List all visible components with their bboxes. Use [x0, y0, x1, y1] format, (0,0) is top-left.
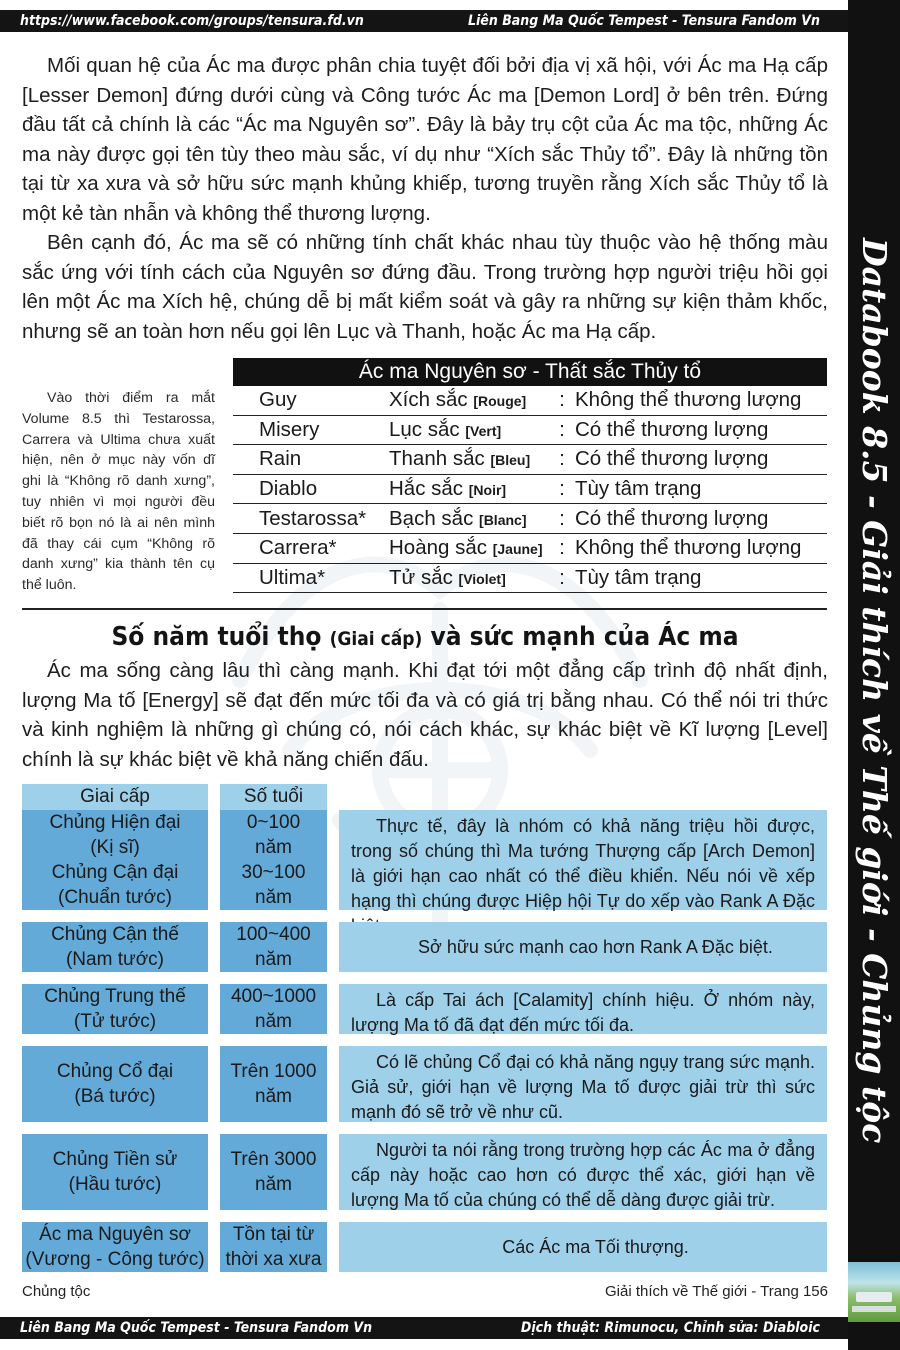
rank-class-cell [22, 922, 208, 972]
spacer [327, 1046, 339, 1122]
building-shape [856, 1292, 892, 1302]
primordial-name: Guy [259, 388, 297, 412]
rank-title: (Nam tước) [65, 949, 164, 970]
rank-age: Trên 1000 [230, 1061, 317, 1082]
rank-description: Người ta nói rằng trong trường hợp các Ác ma ở đẳng cấp này hoặc cao hơn có được thể xác, giới hạn về lượng Ma tố của chúng có thể dễ dàng được giải trừ. [351, 1140, 815, 1210]
rank-age-unit: năm [255, 1086, 292, 1107]
primordial-attitude: Có thể thương lượng [575, 506, 769, 530]
sidebar-thumbnail [848, 1262, 900, 1322]
separator: : [559, 447, 565, 471]
primordial-color-tag: [Violet] [458, 570, 506, 587]
primordial-attitude: Tùy tâm trạng [575, 565, 702, 589]
section-body [22, 656, 828, 774]
primordials-table [233, 358, 827, 593]
group-url[interactable]: https://www.facebook.com/groups/tensura.fd.vn [20, 13, 364, 29]
rank-row [22, 984, 827, 1034]
rank-title: (Tử tước) [73, 1011, 157, 1032]
separator: : [559, 536, 565, 560]
primordial-attitude: Không thể thương lượng [575, 536, 802, 560]
header-bar [0, 10, 848, 32]
rank-class-cell [22, 984, 208, 1034]
primordial-color [363, 566, 553, 590]
primordial-color [363, 477, 553, 501]
rank-class-cell [22, 810, 208, 910]
primordial-row [233, 445, 827, 475]
rank-description: Thực tế, đây là nhóm có khả năng triệu hồi được, trong số chúng thì Ma tướng Thượng cấp [Arch Demon] là giới hạn cao nhất có thể điều khiển. Nếu nói về xếp hạng thì chúng được Hiệp hội Tự do xếp vào Rank A Đặc [351, 816, 815, 911]
building-shape [852, 1306, 896, 1312]
rank-description-cell [339, 1134, 827, 1210]
rank-age: 30~100 [241, 862, 306, 883]
primordial-row [233, 564, 827, 594]
rank-title: (Bá tước) [74, 1086, 156, 1107]
spacer [327, 810, 339, 910]
section-title-part: Số năm tuổi thọ [111, 622, 330, 652]
rank-age-unit: năm [255, 887, 292, 908]
rank-age: Trên 3000 [230, 1149, 317, 1170]
primordial-color-name: Tử sắc [389, 565, 453, 589]
rank-age-unit: năm [255, 837, 292, 858]
rank-title: (Chuẩn tước) [58, 887, 172, 908]
rank-description: Là cấp Tai ách [Calamity] chính hiệu. Ở nhóm này, lượng Ma tố đã đạt đến mức tối đa. [351, 990, 815, 1035]
spacer [327, 922, 339, 972]
rank-row [22, 810, 827, 910]
separator: : [559, 477, 565, 501]
primordial-color-tag: [Vert] [465, 422, 502, 439]
rank-row [22, 1222, 827, 1272]
primordial-attitude: Có thể thương lượng [575, 417, 769, 441]
primordial-name: Testarossa* [259, 506, 367, 530]
rank-description-cell [339, 1222, 827, 1272]
intro-paragraph: Mối quan hệ của Ác ma được phân chia tuyệt đối bởi địa vị xã hội, với Ác ma Hạ cấp [Lesser Demon] đứng dưới cùng và Công tước Ác ma [Demon Lord] ở bên trên. Đứng đầu tất cả chính là các “Ác ma Nguyên sơ”. Đây là bảy trụ cột của Ác ma tộc, những Ác ma này được gọi tên tùy theo màu sắc, ví dụ như “Xích sắc Thủy tổ”. Đây là những tồn tại từ xa xưa và sở hữu sức mạnh khủng khiếp, tương truyền rằng Xích sắc Thủy tổ là một kẻ tàn nhẫn và không thể thương lượng. [22, 54, 828, 225]
rank-age-unit: thời xa xưa [225, 1249, 322, 1270]
primordial-row [233, 475, 827, 505]
rank-class: Chủng Cận thế [51, 924, 179, 945]
rank-row [22, 1046, 827, 1122]
primordial-color [363, 507, 553, 531]
primordial-color [363, 447, 553, 471]
primordial-name: Carrera* [259, 536, 337, 560]
section-title-part: và sức mạnh của Ác ma [422, 622, 739, 652]
rank-age-cell [220, 1222, 327, 1272]
footer-section: Chủng tộc [22, 1283, 91, 1300]
rank-age: Tồn tại từ [232, 1224, 315, 1245]
footer-group-name: Liên Bang Ma Quốc Tempest - Tensura Fandom Vn [20, 1320, 373, 1336]
rank-age: 0~100 [246, 812, 301, 833]
separator: : [559, 388, 565, 412]
rank-class-cell [22, 1134, 208, 1210]
section-title-part: (Giai cấp) [329, 628, 423, 650]
rank-table-header [22, 784, 827, 810]
primordial-color-name: Hắc sắc [389, 477, 464, 501]
translator-note-text: Vào thời điểm ra mắt Volume 8.5 thì Testarossa, Carrera và Ultima chưa xuất hiện, nên ở mục này vốn dĩ ghi là “Không rõ danh xưng”, tuy nhiên vì mọi người đều biết rõ bọn nó là ai nên mình đã thay cái cụm “Không rõ danh xưng” kia thành tên cụ thể luôn. [22, 390, 215, 594]
rank-row [22, 1134, 827, 1210]
intro-paragraph: Bên cạnh đó, Ác ma sẽ có những tính chất khác nhau tùy thuộc vào hệ thống màu sắc ứng với tính cách của Nguyên sơ đứng đầu. Trong trường hợp người triệu hồi gọi lên một Ác ma Xích hệ, chúng dễ bị mất kiểm soát và gây ra những sự kiện thảm khốc, nhưng sẽ an toàn hơn nếu gọi lên Lục và Thanh, hoặc Ác ma Hạ cấp. [22, 231, 828, 343]
rank-description: Các Ác ma Tối thượng. [502, 1236, 689, 1257]
primordial-name: Rain [259, 447, 302, 471]
primordial-color-tag: [Bleu] [490, 452, 531, 469]
translator-note [22, 388, 215, 596]
primordial-color [363, 536, 553, 560]
rank-class: Chủng Cổ đại [56, 1061, 174, 1082]
rank-age-cell [220, 1046, 327, 1122]
primordial-color-name: Lục sắc [389, 417, 460, 441]
section-title [22, 622, 828, 652]
primordial-color-tag: [Noir] [468, 482, 507, 499]
spacer [327, 1134, 339, 1210]
rank-class: Chủng Cận đại [51, 862, 179, 883]
rank-age-unit: năm [255, 1011, 292, 1032]
footer-bar [0, 1317, 848, 1339]
rank-age-cell [220, 1134, 327, 1210]
primordial-color-name: Hoàng sắc [389, 536, 488, 560]
primordial-name: Diablo [259, 477, 318, 501]
sidebar-title: Databook 8.5 - Giải thích về Thế giới - Chủng tộc [855, 238, 894, 1144]
rank-title: (Vương - Công tước) [25, 1249, 205, 1270]
primordial-color-tag: [Jaune] [492, 541, 543, 558]
primordial-color [363, 388, 553, 412]
column-header-age: Số tuổi [220, 784, 327, 810]
primordial-attitude: Tùy tâm trạng [575, 477, 702, 501]
rank-age-cell [220, 984, 327, 1034]
rank-description-cell [339, 984, 827, 1034]
separator: : [559, 506, 565, 530]
primordial-row [233, 386, 827, 416]
section-divider [22, 608, 827, 610]
column-header-class: Giai cấp [22, 784, 208, 810]
rank-class-cell [22, 1046, 208, 1122]
rank-class: Chủng Tiền sử [52, 1149, 178, 1170]
primordial-color-name: Thanh sắc [389, 447, 485, 471]
rank-age: 400~1000 [230, 986, 317, 1007]
rank-age-cell [220, 922, 327, 972]
primordial-row [233, 534, 827, 564]
rank-description-cell [339, 810, 827, 910]
spacer [327, 1222, 339, 1272]
primordial-name: Misery [259, 417, 320, 441]
primordial-color-tag: [Rouge] [473, 393, 527, 410]
primordials-table-heading: Ác ma Nguyên sơ - Thất sắc Thủy tổ [233, 358, 827, 386]
intro-text [22, 51, 828, 346]
rank-class: Chủng Hiện đại [49, 812, 181, 833]
rank-class-cell [22, 1222, 208, 1272]
primordial-color-name: Xích sắc [389, 388, 468, 412]
separator: : [559, 417, 565, 441]
primordial-color [363, 418, 553, 442]
rank-age: 100~400 [236, 924, 311, 945]
primordial-attitude: Có thể thương lượng [575, 447, 769, 471]
separator: : [559, 565, 565, 589]
rank-description-cell [339, 1046, 827, 1122]
primordial-color-tag: [Blanc] [479, 511, 527, 528]
primordial-attitude: Không thể thương lượng [575, 388, 802, 412]
rank-title: (Kị sĩ) [90, 837, 140, 858]
primordial-name: Ultima* [259, 565, 326, 589]
rank-age-unit: năm [255, 949, 292, 970]
primordial-row [233, 416, 827, 446]
rank-age-unit: năm [255, 1174, 292, 1195]
footer-credits: Dịch thuật: Rimunocu, Chỉnh sửa: Diablo‍ic [520, 1320, 820, 1336]
rank-description: Sở hữu sức mạnh cao hơn Rank A Đặc biệt. [418, 936, 773, 957]
rank-table [22, 784, 827, 1272]
primordial-color-name: Bạch sắc [389, 506, 474, 530]
rank-class: Chủng Trung thế [44, 986, 186, 1007]
rank-class: Ác ma Nguyên sơ [39, 1224, 191, 1245]
section-paragraph: Ác ma sống càng lâu thì càng mạnh. Khi đạt tới một đẳng cấp trình độ nhất định, lượng Ma tố [Energy] sẽ đạt đến mức tối đa và có giá trị bằng nhau. Có thể nói tri thức và kinh nghiệm là những gì chúng có, nói cách khác, sự khác biệt về Kĩ lượng [Level] chính là sự khác biệt về khả năng chiến đấu. [22, 659, 828, 771]
rank-description: Có lẽ chủng Cổ đại có khả năng ngụy trang sức mạnh. Giả sử, giới hạn về lượng Ma tố được giải trừ thì sức mạnh đó sẽ trở về như cũ. [351, 1052, 815, 1122]
rank-description-cell [339, 922, 827, 972]
spacer [327, 984, 339, 1034]
rank-age-cell [220, 810, 327, 910]
group-name: Liên Bang Ma Quốc Tempest - Tensura Fandom Vn [467, 13, 820, 29]
footer-page: Giải thích về Thế giới - Trang 156 [604, 1283, 828, 1300]
primordial-row [233, 504, 827, 534]
rank-row [22, 922, 827, 972]
rank-title: (Hầu tước) [68, 1174, 162, 1195]
